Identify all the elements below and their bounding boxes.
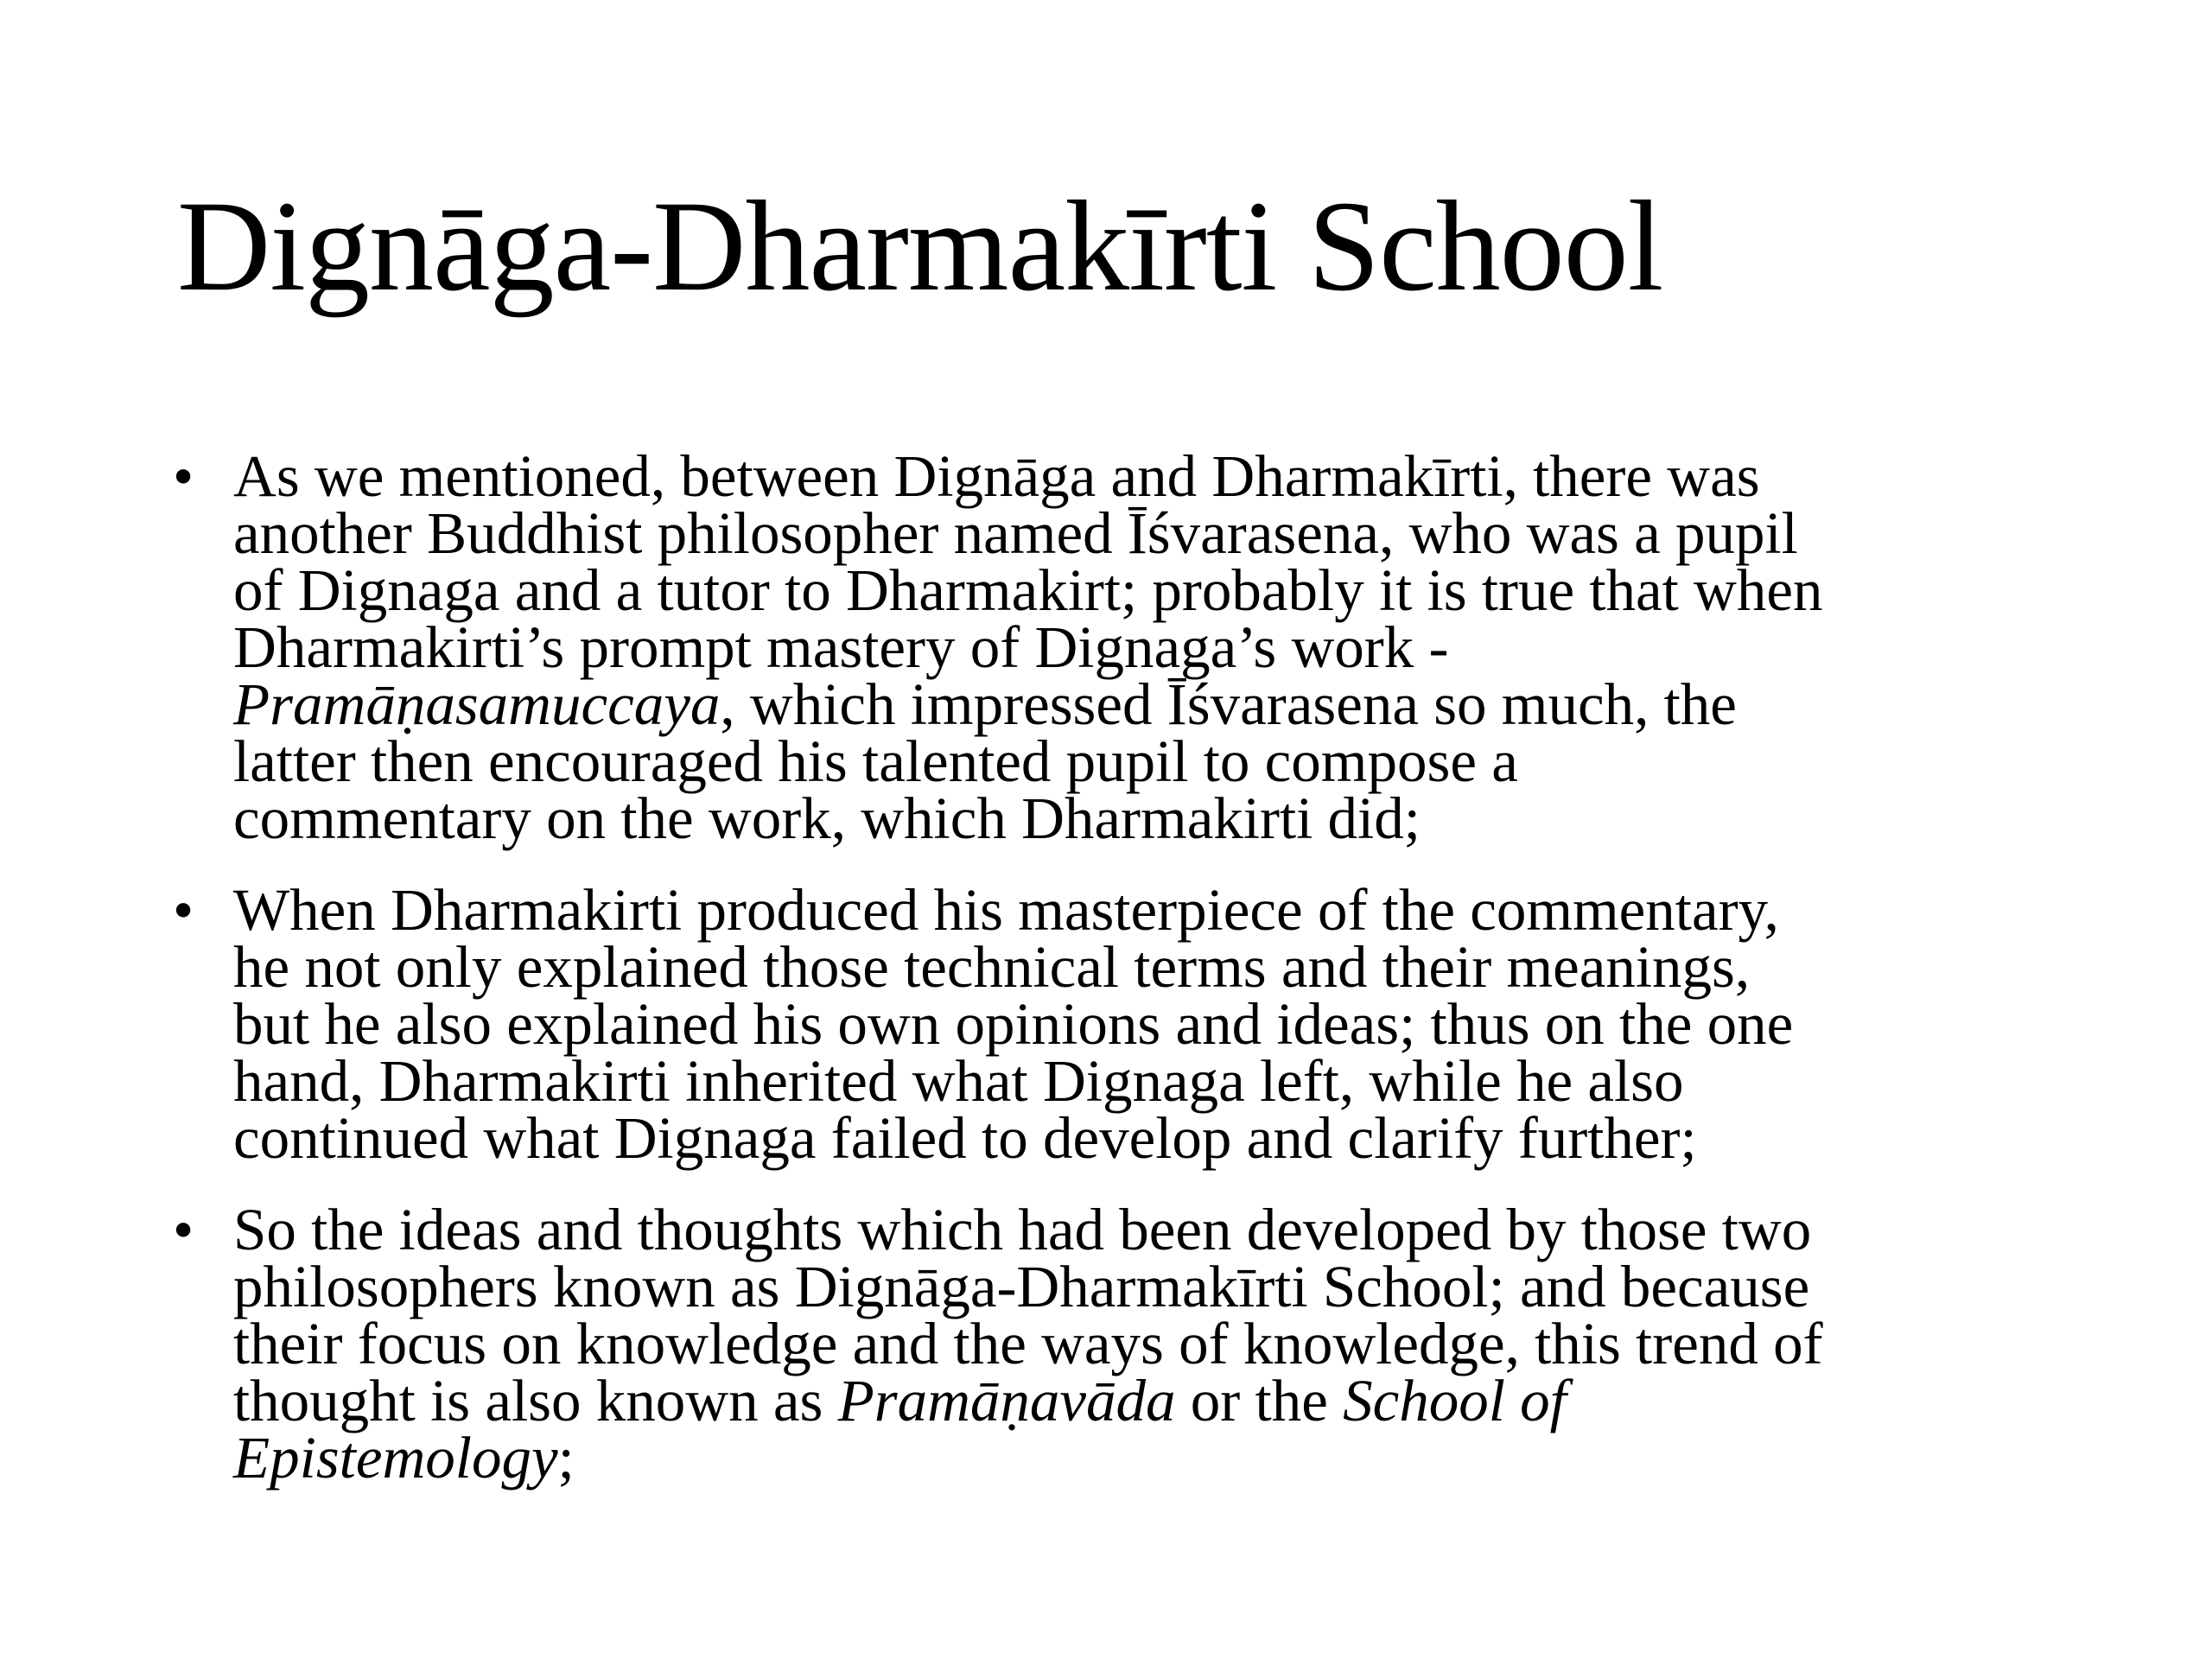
bullet-icon: •: [173, 1197, 194, 1262]
bullet-line: he not only explained those technical terms and their meanings,: [233, 934, 1751, 1000]
bullet-item: [173, 443, 2074, 851]
bullet-line: philosophers known as Dignāga-Dharmakīrti School; and because: [233, 1254, 1810, 1319]
bullet-line: [233, 671, 2074, 737]
bullet-line: When Dharmakirti produced his masterpiece of the commentary,: [233, 877, 1779, 943]
bullet-line: but he also explained his own opinions and ideas; thus on the one: [233, 991, 1794, 1057]
bullet-text: ;: [557, 1425, 575, 1491]
bullet-line: another Buddhist philosopher named Īśvarasena, who was a pupil: [233, 500, 1798, 566]
bullet-item: [173, 1197, 2074, 1491]
italic-term: School of: [1343, 1368, 1567, 1433]
bullet-line: hand, Dharmakirti inherited what Dignaga left, while he also: [233, 1048, 1684, 1114]
italic-term: Pramāṇavāda: [837, 1368, 1176, 1433]
bullet-line: commentary on the work, which Dharmakirti did;: [233, 785, 1421, 851]
italic-term: Epistemology: [233, 1425, 558, 1491]
bullet-line: their focus on knowledge and the ways of knowledge, this trend of: [233, 1311, 1823, 1376]
bullet-line: latter then encouraged his talented pupil to compose a: [233, 728, 1518, 794]
bullet-list: [173, 443, 2074, 1521]
bullet-icon: •: [173, 443, 194, 509]
bullet-line: [233, 1368, 2074, 1433]
bullet-text: or the: [1175, 1368, 1344, 1433]
bullet-line: [233, 1425, 2074, 1491]
italic-term: Pramāṇasamuccaya: [233, 671, 721, 737]
bullet-line: As we mentioned, between Dignāga and Dharmakīrti, there was: [233, 443, 1760, 509]
bullet-line: Dharmakirti’s prompt mastery of Dignaga’s work -: [233, 614, 1449, 680]
bullet-line: continued what Dignaga failed to develop and clarify further;: [233, 1105, 1697, 1171]
bullet-text: thought is also known as: [233, 1368, 838, 1433]
slide-title: Dignāga-Dharmakīrti School: [177, 175, 1663, 318]
bullet-icon: •: [173, 877, 194, 943]
bullet-line: So the ideas and thoughts which had been developed by those two: [233, 1197, 1812, 1262]
bullet-text: , which impressed Īśvarasena so much, the: [720, 671, 1737, 737]
bullet-item: [173, 877, 2074, 1171]
bullet-line: of Dignaga and a tutor to Dharmakirt; probably it is true that when: [233, 557, 1823, 623]
